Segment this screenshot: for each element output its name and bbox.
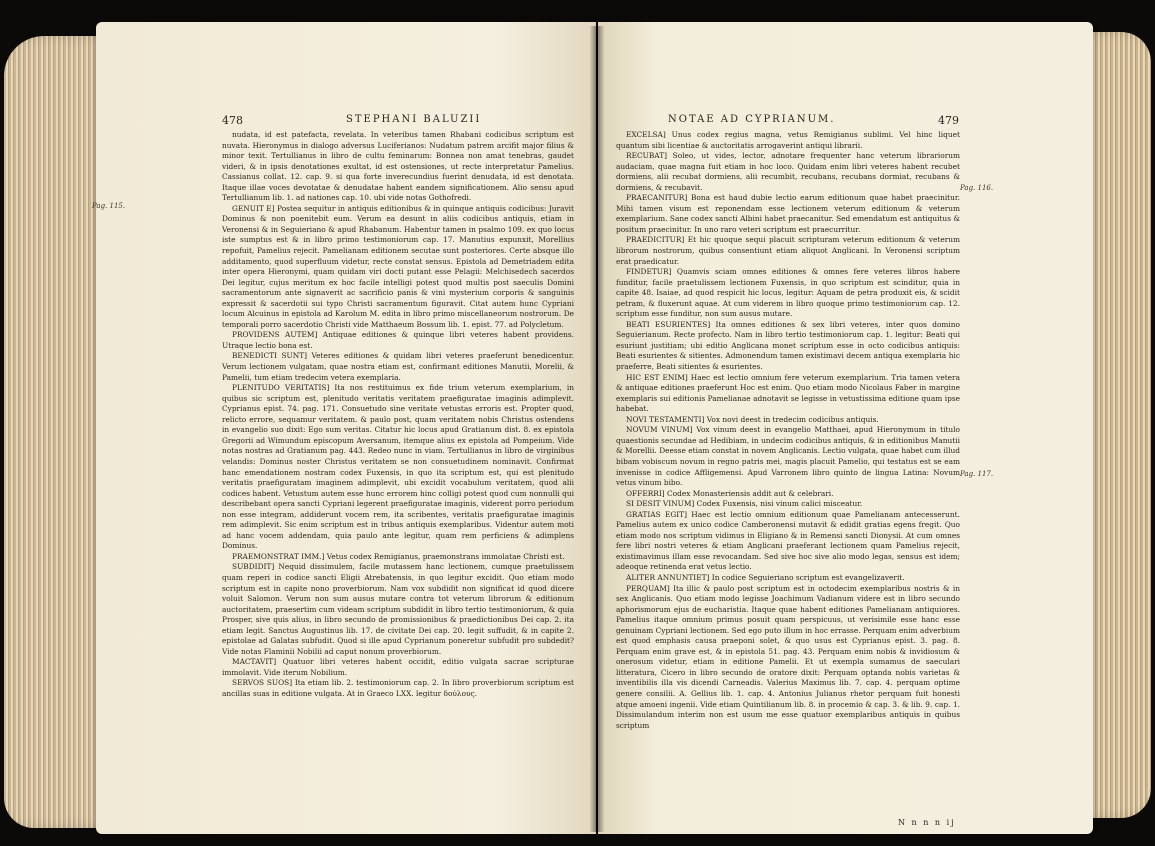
paragraph: SI DESIT VINUM] Codex Fuxensis, nisi vinum calici misceatur.	[626, 499, 863, 509]
paragraph: MACTAVIT] Quatuor libri veteres habent occidit, editio vulgata sacrae scripturae immolavit. Vide iterum Nobilium.	[222, 657, 574, 677]
paragraph: BENEDICTI SUNT] Veteres editiones & quidam libri veteres praeferunt benedicentur. Verum lectionem vulgatam, quae nostra etiam est, confirmant editiones Manutii, Morelii, & Pamelii, tum etiam tredecim vetera exemplaria.	[222, 351, 574, 382]
paragraph: BEATI ESURIENTES] Ita omnes editiones & sex libri veteres, inter quos domino Seguierianum. Recte profecto. Nam in libro tertio testimoniorum cap. 1. legitur: Beati qui esuriunt justitiam; ubi editio Anglicana monet scriptum esse in octo codicibus antiquis: Beati esurientes & sitientes. Admonendum tamen existimavi decem antiqua exemplaria hic praeferre, Beati sitientes & esurientes.	[616, 319, 960, 372]
paragraph: FINDETUR] Quamvis sciam omnes editiones & omnes fere veteres libros habere funditur, facile praetulissem lectionem Fuxensis, in quo scriptum est scinditur, quia in capite 48. Isaiae, ad quod respicit hic locus, legitur: Aquam de petra produxit eis, & scidit petram, & fluxerunt aquae. At cum viderem in libro quoque primo testimoniorum cap. 12. scriptum esse funditur, non sum ausus mutare.	[616, 267, 960, 319]
paragraph: HIC EST ENIM] Haec est lectio omnium fere veterum exemplarium. Tria tamen vetera & antiquae editiones praeferunt Hoc est enim. Quo etiam modo Nicolaus Faber in margine exemplaris sui editionis Pamelianae adnotavit se legisse in vetustissima editione quam ipse habebat.	[616, 372, 960, 414]
paragraph: SERVOS SUOS] Ita etiam lib. 2. testimoniorum cap. 2. In libro proverbiorum scriptum est ancillas suas in editione vulgata. At in Graeco LXX. legitur δούλους.	[222, 678, 574, 698]
paragraph: OFFERRI] Codex Monasteriensis addit aut & celebrari.	[626, 488, 834, 498]
left-body-text	[222, 130, 574, 820]
paragraph: GRATIAS EGIT] Haec est lectio omnium editionum quae Pamelianam antecesserunt. Pamelius autem ex unico codice Camberonensi mutavit & edidit gratias egens fregit. Quo etiam modo nos scriptum vidimus in Eligiano & in Remensi sancti Dionysii. At cum omnes fere libri nostri veteres & etiam Anglicani praeferant lectionem quam Pamelius rejecit, existimavimus illam esse revocandam. Sed sive hoc sive alio modo legas, sensus est idem; adeoque retinenda erat vetus lectio.	[616, 509, 960, 572]
book-spread	[0, 12, 1155, 838]
right-page-number: 479	[938, 114, 959, 127]
left-running-head: STEPHANI BALUZII	[346, 114, 482, 125]
paragraph: PERQUAM] Ita illic & paulo post scriptum est in octodecim exemplaribus nostris & in sex Anglicanis. Quo etiam modo legisse Joachimum Vadianum videre est in libro secundo aphorismorum ejus de eucharistia. Itaque quae habent editiones Pamelianam antiquiores. Pamelius itaque omnium primus posuit quam perspicuus, ut verisimile esse hanc esse genuinam Cypriani lectionem. Sed ego puto illum in hoc errasse. Perquam enim adverbium est quod emphasis causa praeponi solet, & quo usus est Cyprianus epist. 3. pag. 8. Perquam enim grave est, & in epistola 51. pag. 43. Perquam enim nobis & invidiosum & onerosum videtur, etiam in editione Pamelii. Et ut exempla sumamus de saeculari litteratura, Cicero in libro secundo de oratore dixit: Perquam optanda nobis varietas & inventibilis illa vis dicendi Carneadis. Valerius Maximus lib. 7. cap. 4. perquam optime genere consilii. A. Gellius lib. 1. cap. 4. Antonius Julianus rhetor perquam fuit honesti atque amoeni ingenii. Vide etiam Quintilianum lib. 8. in procemio & cap. 3. & lib. 9. cap. 1. Dissimulandum interim non est usum me esse quatuor exemplaribus antiquis in quibus scriptum	[616, 583, 960, 730]
paragraph: EXCELSA] Unus codex regius magna, vetus Remigianus sublimi. Vel hinc liquet quantum sibi licentiae & auctoritatis arrogaverint antiqui librarii.	[616, 130, 960, 150]
book-gutter	[590, 26, 604, 832]
paragraph: ALITER ANNUNTIET] In codice Seguieriano scriptum est evangelizaverit.	[626, 572, 905, 582]
paragraph: GENUIT E] Postea sequitur in antiquis editionibus & in quinque antiquis codicibus: Juravit Dominus & non poenitebit eum. Verum ea desunt in aliis codicibus antiquis, etiam in Veronensi & in Seguieriano & apud Rhabanum. Habentur tamen in psalmo 109. ex quo locus iste sumptus est & in libro primo testimoniorum cap. 17. Manutius expunxit, Morellius repofuit, Pamelius rejecit. Pamelianam editionem secutae sunt posteriores. Certe absque illo additamento, quod superfluum videtur, recte constat sensus. Epistola ad Demetriadem edita inter opera Hieronymi, quam quidam viri docti putant esse Pelagii: Melchisedech sacerdos Dei legitur, cujus meritum ex hoc facile intelligi potest quod multis post saeculis Domini sacramentorum ante signaverit ac sacrificio panis & vini mysterium corporis & sanguinis expressit & sacerdotii sui typo Christi sacramentum figuravit. Citat autem hunc Cypriani locum Alcuinus in epistola ad Karolum M. edita in libro primo miscellaneorum nostrorum. De temporali porro sacerdotio Christi vide Matthaeum Bossum lib. 1. epist. 77. ad Polycletum.	[222, 203, 574, 329]
paragraph: PRAECANITUR] Bona est haud dubie lectio earum editionum quae habet praecinitur. Mihi tamen visum est reponendam esse lectionem veterum editionum & veterum exemplarium. Sane codex sancti Albini habet praecanitur. Sed emendatum est antiquitus & positum praecinitur. In uno raro veteri scriptum est praecurritur.	[616, 193, 960, 234]
right-running-head: NOTAE AD CYPRIANUM.	[668, 114, 836, 125]
paragraph: PROVIDENS AUTEM] Antiquae editiones & quinque libri veteres habent providens. Utraque lectio bona est.	[222, 330, 574, 350]
right-margin-note-2: Pag. 117.	[960, 470, 994, 478]
right-body-text	[616, 130, 960, 810]
paragraph: RECUBAT] Soleo, ut vides, lector, adnotare frequenter hanc veterum librariorum audaciam, quae magna fuit etiam in hoc loco. Quidam enim libri veteres habent recubet dormiens, alii recubat dormiens, alii recumbit, recubans, recubans dormiat, recubans & dormiens, & recubavit.	[616, 151, 960, 192]
paragraph: SUBDIDIT] Nequid dissimulem, facile mutassem hanc lectionem, cumque praetulissem quam reperi in codice sancti Eligii Atrebatensis, in quo legitur excidit. Quo etiam modo scriptum est in capite nono proverbiorum. Nam vox subdidit non significat id quod dicere voluit Salomon. Verum non sum ausus mutare contra tot veterum librorum & editionum auctoritatem, praesertim cum videam scriptum subdidit in libro tertio testimoniorum, & quia Prosper, sive quis alius, in libro secundo de promissionibus & praedictionibus Dei cap. 2. ita etiam legit. Sanctus Augustinus lib. 17. de civitate Dei cap. 20. legit suffudit, & in capite 2. epistolae ad Galatas subfudit. Quod si ille apud Cyprianum poneretur subfudit pro subdedit? Vide notas Flaminii Nobilii ad caput nonum proverbiorum.	[222, 562, 574, 656]
paragraph: NOVI TESTAMENTI] Vox novi deest in tredecim codicibus antiquis.	[626, 414, 879, 424]
paragraph: PRAEMONSTRAT IMM.] Vetus codex Remigianus, praemonstrans immolatae Christi est.	[232, 551, 565, 561]
right-page	[598, 22, 1093, 834]
left-page	[96, 22, 596, 834]
left-margin-note: Pag. 115.	[92, 202, 126, 210]
paragraph: PLENITUDO VERITATIS] Ita nos restituimus ex fide trium veterum exemplarium, in quibus sic scriptum est, plenitudo veritatis veritatem praefiguratae imaginis adimplevit. Cyprianus epist. 74. pag. 171. Consuetudo sine veritate vetustas erroris est. Propter quod, relicto errore, sequamur veritatem. & paulo post, quam veritatem nobis Christus ostendens in evangelio suo dixit: Ego sum veritas. Citatur hic locus apud Gratianum dist. 8. ex epistola Gregorii ad Wimundum episcopum Aversanum, itemque alius ex epistola ad Pompeium. Vide notas nostras ad Gratianum pag. 443. Redeo nunc in viam. Tertullianus in libro de virginibus velandis: Dominus noster Christus veritatem se non consuetudinem nominavit. Confirmat hanc emendationem nostram codex Fuxensis, in quo ita scriptum est, qui est plenitudo veritatis praefiguratam imaginem adimplevit, ubi excidit vocabulum veritatem, quod alii codices habent. Vetustum autem esse hunc errorem hinc colligi potest quod cum nonnulli qui describebant opera sancti Cypriani legerent praefiguratae imaginis, viderent porro periodum non esse integram, addiderunt vocem rem, ita scribentes, veritatis praefiguratae imaginis rem adimplevit. Sic enim scriptum est in tribus antiquis exemplaribus. Videntur autem moti ad hanc vocem addendam, quia paulo ante legitur, quam rem perficiens & adimplens Dominus.	[222, 383, 574, 551]
paragraph: PRAEDICITUR] Et hic quoque sequi placuit scripturam veterum editionum & veterum librorum nostrorum, quibus consentiunt etiam aliquot Anglicani. In Veronensi scriptum erat praedicatur.	[616, 235, 960, 266]
right-margin-note-1: Pag. 116.	[960, 184, 994, 192]
paragraph: NOVUM VINUM] Vox vinum deest in evangelio Matthaei, apud Hieronymum in titulo quaestionis secundae ad Hedibiam, in undecim codicibus antiquis, & in editionibus Manutii & Morellii. Deesse etiam constat in novem Anglicanis. Lectio vulgata, quae habet cum illud bibam vobiscum novum in regno patris mei, magis placuit Pamelio, qui testatus est se eam invenisse in codice Affligemensi. Apud Varronem libro quinto de lingua Latina: Novum vetus vinum bibo.	[616, 425, 960, 488]
left-page-number: 478	[222, 114, 243, 127]
signature-mark: N n n n ij	[898, 818, 956, 827]
paragraph: nudata, id est patefacta, revelata. In veteribus tamen Rhabani codicibus scriptum est nuvata. Hieronymus in dialogo adversus Luciferianos: Nudatum patrem arcifit major filius & minor texit. Tertullianus in libro de cultu feminarum: Bonnea non amat tenebras, gaudet videri, & in ipsis denotationes exultat, id est ostensiones, ut recte interpretatur Pamelius. Cassianus collat. 12. cap. 9. si qua forte inverecundius fuerint denudata, id est denotata. Itaque illae voces devotatae & denudatae habent eandem significationem. Alio sensu apud Tertullianum lib. 1. ad nationes cap. 10. ubi vide notas Gothofredi.	[222, 130, 574, 203]
